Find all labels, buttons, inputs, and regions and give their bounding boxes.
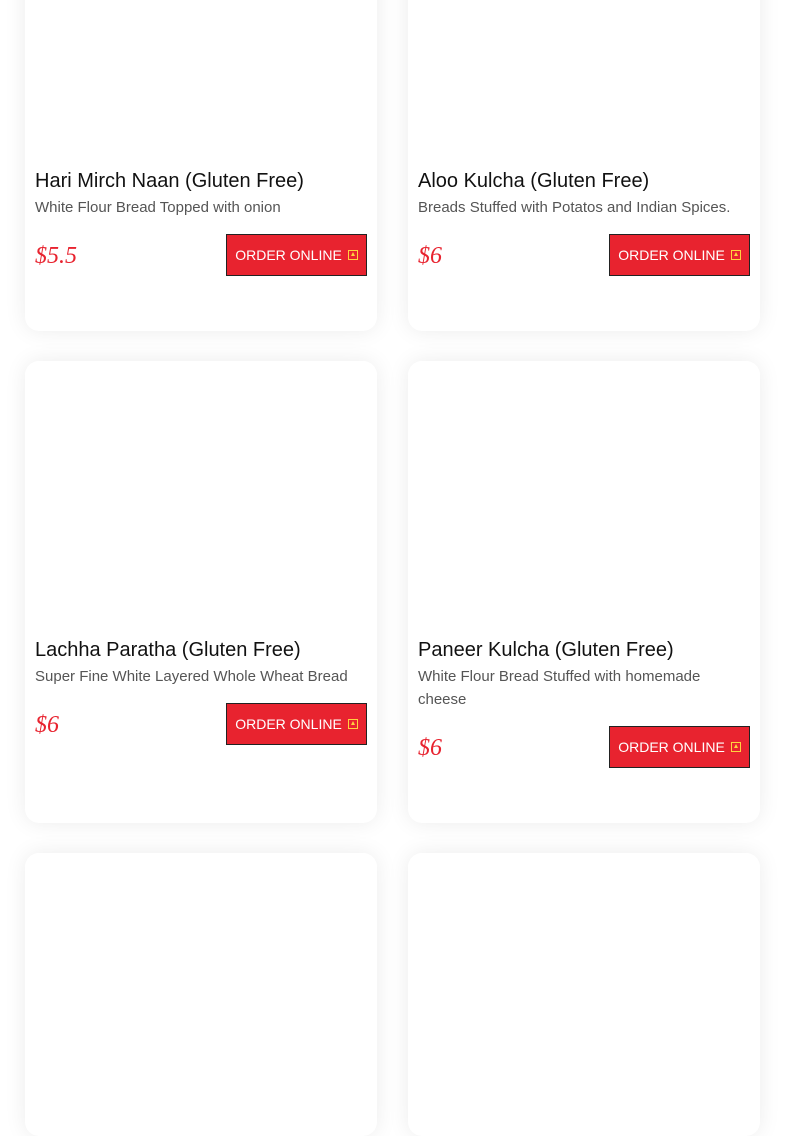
menu-item-image	[408, 361, 760, 621]
menu-item-description: Super Fine White Layered Whole Wheat Bread	[35, 668, 348, 685]
menu-card	[408, 0, 760, 331]
menu-card	[25, 853, 377, 1136]
order-online-button[interactable]	[609, 726, 750, 768]
menu-item-description: White Flour Bread Stuffed with homemade cheese	[418, 668, 701, 708]
menu-card	[25, 0, 377, 331]
menu-item-title: Paneer Kulcha (Gluten Free)	[418, 639, 674, 661]
order-online-label: ORDER ONLINE	[618, 247, 725, 263]
external-link-icon	[731, 250, 741, 260]
order-online-button[interactable]	[226, 703, 367, 745]
menu-item-description: Breads Stuffed with Potatos and Indian Spices.	[418, 199, 731, 216]
menu-card	[408, 361, 760, 823]
external-link-icon	[731, 742, 741, 752]
menu-item-price: $5.5	[35, 243, 77, 269]
menu-item-title: Aloo Kulcha (Gluten Free)	[418, 170, 650, 192]
menu-item-price: $6	[418, 735, 442, 761]
menu-item-image	[25, 0, 377, 160]
menu-item-price: $6	[35, 712, 59, 738]
menu-card	[25, 361, 377, 823]
menu-item-price: $6	[418, 243, 442, 269]
order-online-label: ORDER ONLINE	[235, 247, 342, 263]
external-link-icon	[348, 719, 358, 729]
menu-item-description: White Flour Bread Topped with onion	[35, 199, 281, 216]
order-online-label: ORDER ONLINE	[235, 716, 342, 732]
menu-card	[408, 853, 760, 1136]
menu-item-image	[408, 853, 760, 1113]
menu-item-image	[408, 0, 760, 160]
order-online-button[interactable]	[226, 234, 367, 276]
menu-item-title: Hari Mirch Naan (Gluten Free)	[35, 170, 304, 192]
order-online-button[interactable]	[609, 234, 750, 276]
menu-item-image	[25, 361, 377, 621]
menu-item-title: Lachha Paratha (Gluten Free)	[35, 639, 301, 661]
menu-item-image	[25, 853, 377, 1113]
external-link-icon	[348, 250, 358, 260]
order-online-label: ORDER ONLINE	[618, 739, 725, 755]
